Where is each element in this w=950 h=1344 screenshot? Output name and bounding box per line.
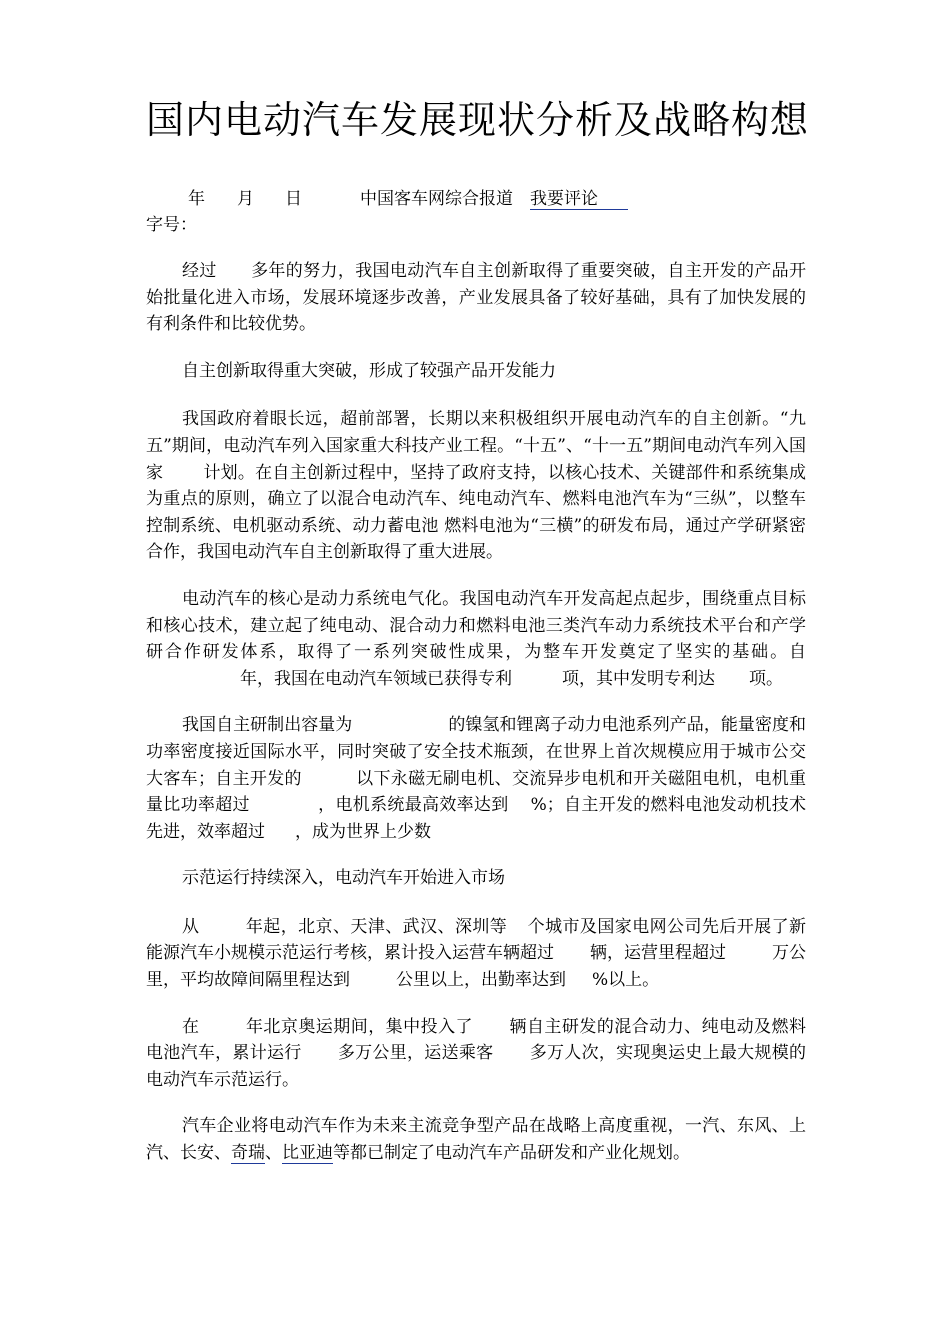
meta-day: 日: [285, 189, 302, 209]
paragraph-text: 我国政府着眼长远，超前部署，长期以来积极组织开展电动汽车的自主创新。“九五”期间，电动汽车列入国家重大科技产业工程。“十五”、“十一五”期间电动汽车列入国家: [146, 409, 806, 483]
paragraph-text: 以下永磁无刷电机、交流异步电机和开关磁阻电机，电机重量比功率超过: [146, 768, 807, 816]
paragraph-text: 电动汽车的核心是动力系统电气化。我国电动汽车开发高起点起步，围绕重点目标和核心技术，建立起了纯电动、混合动力和燃料电池三类汽车动力系统技术平台和产学研合作研发体系，取得了一系列突破性成果，为整车开发奠定了坚实的基础。自: [146, 588, 806, 663]
paragraph-text: 多万公里，运送乘客: [337, 1043, 494, 1064]
article-body: [146, 258, 806, 1187]
paragraph-text: 多万人次，实现奥运史上最大规模的电动汽车示范运行。: [146, 1043, 807, 1090]
paragraph-text: 万公里，平均故障间隔里程达到: [146, 943, 806, 991]
link-chery[interactable]: 奇瑞: [231, 1143, 265, 1164]
paragraph-text: 多年的努力，我国电动汽车自主创新取得了重要突破，自主开发的产品开始批量化进入市场，发展环境逐步改善，产业发展具备了较好基础，具有了加快发展的有利条件和比较优势。: [146, 261, 807, 335]
comment-link[interactable]: 我要评论: [530, 189, 628, 210]
paragraph-text: 从: [182, 916, 200, 937]
paragraph-text: 计划。在自主创新过程中，坚持了政府支持，以核心技术、关键部件和系统集成为重点的原则，确立了以混合电动汽车、纯电动汽车、燃料电池汽车为“三纵”，以整车控制系统、电机驱动系统、动力蓄电池 燃料电池为“三横”的研发布局，通过产学研紧密合作，我国电动汽车自主创新取得了重大进展。: [146, 462, 807, 563]
meta-month: 月: [237, 189, 254, 209]
article-meta: [146, 186, 826, 238]
paragraph-text: ，成为世界上少数: [295, 821, 431, 842]
paragraph-text: 在: [182, 1016, 200, 1037]
meta-source: 中国客车网综合报道: [360, 189, 513, 209]
section-heading: 示范运行持续深入，电动汽车开始进入市场: [182, 868, 505, 889]
paragraph-text: 辆，运营里程超过: [590, 943, 726, 964]
paragraph: [146, 258, 806, 338]
paragraph: [146, 1113, 806, 1166]
section-heading: 自主创新取得重大突破，形成了较强产品开发能力: [182, 360, 556, 381]
link-byd[interactable]: 比亚迪: [282, 1143, 333, 1164]
article-title: 国内电动汽车发展现状分析及战略构想: [146, 98, 810, 142]
paragraph: [146, 914, 806, 994]
paragraph-text: 项，其中发明专利达: [562, 668, 715, 689]
paragraph-text: 辆自主研发的混合动力、纯电动及燃料电池汽车，累计运行: [146, 1016, 806, 1064]
meta-year: 年: [188, 189, 205, 209]
paragraph-text: 年北京奥运期间，集中投入了: [245, 1016, 474, 1037]
paragraph-text: 、: [265, 1143, 282, 1164]
paragraph-text: 项。: [749, 668, 783, 689]
paragraph-text: 的镍氢和锂离子动力电池系列产品，能量密度和功率密度接近国际水平，同时突破了安全技术瓶颈，在世界上首次规模应用于城市公交大客车；自主开发的: [146, 715, 807, 789]
paragraph: [146, 406, 806, 566]
paragraph-text: 个城市及国家电网公司先后开展了新能源汽车小规模示范运行考核，累计投入运营车辆超过: [146, 916, 807, 964]
paragraph-text: 经过: [182, 261, 217, 281]
paragraph-text: ，电机系统最高效率达到: [317, 795, 509, 816]
paragraph: [146, 1014, 806, 1094]
meta-row: [146, 186, 826, 212]
paragraph-text: 公里以上，出勤率达到: [396, 970, 566, 991]
paragraph-text: 年，我国在电动汽车领域已获得专利: [240, 668, 512, 689]
paragraph-text: 等都已制定了电动汽车产品研发和产业化规划。: [333, 1143, 690, 1164]
paragraph: [146, 712, 806, 845]
paragraph-text: %；自主开发的燃料电池发动机技术先进，效率超过: [146, 795, 807, 842]
paragraph-text: 汽车企业将电动汽车作为未来主流竞争型产品在战略上高度重视，一汽、东风、上汽、长安、: [146, 1116, 806, 1164]
paragraph-text: 我国自主研制出容量为: [182, 715, 353, 736]
paragraph-text: %以上。: [592, 970, 660, 991]
paragraph-text: 年起，北京、天津、武汉、深圳等: [245, 916, 508, 937]
paragraph: [146, 586, 806, 692]
font-size-label: 字号：: [146, 215, 197, 235]
